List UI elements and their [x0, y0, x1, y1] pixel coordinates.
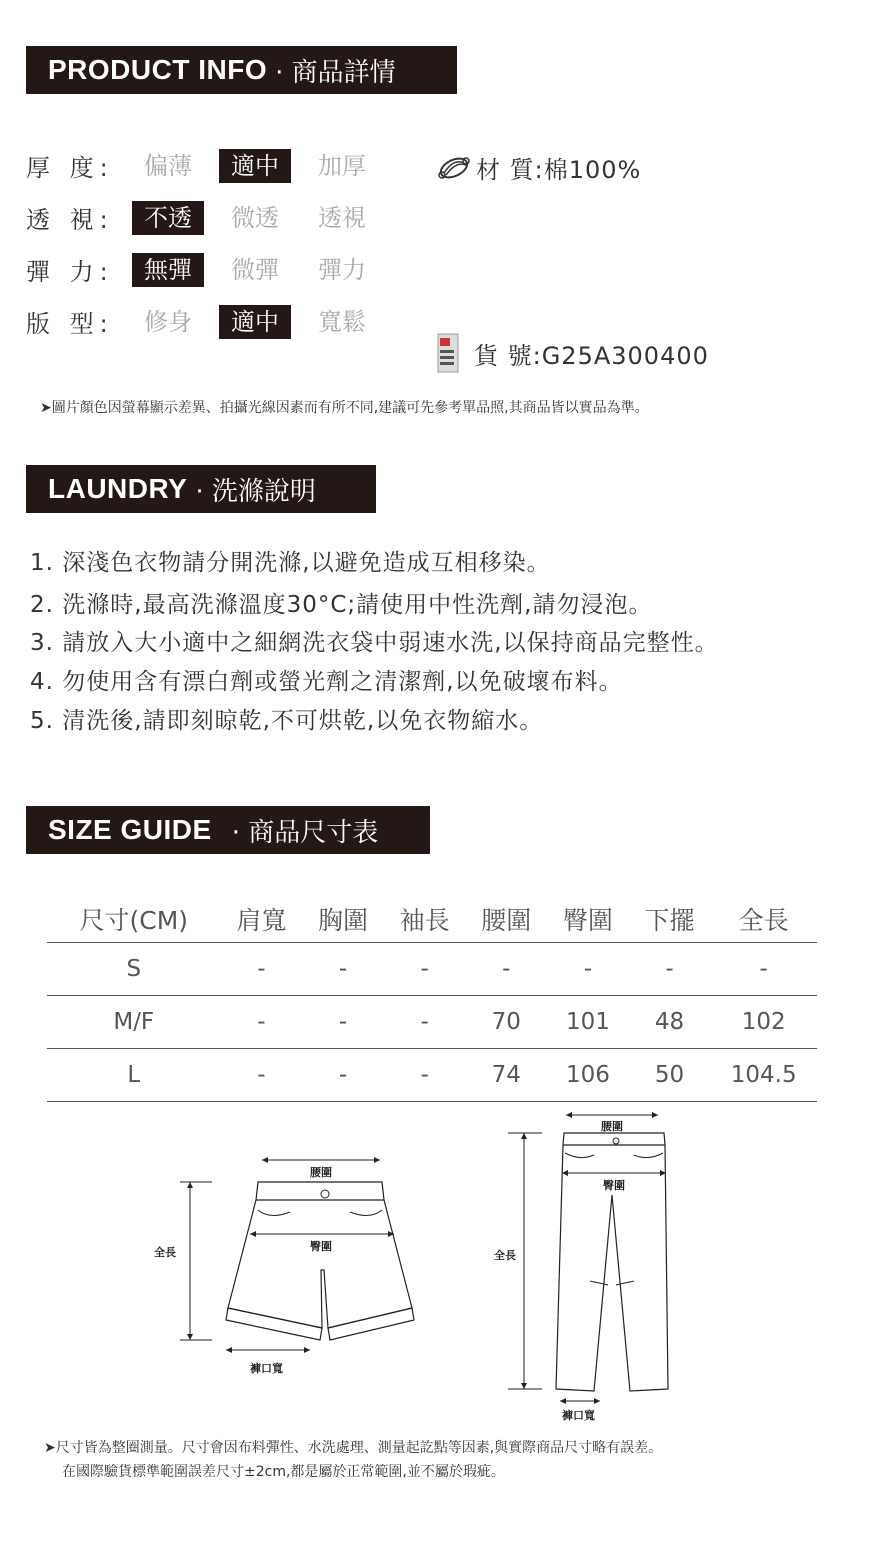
shorts-diagram — [150, 1150, 430, 1380]
attribute-label: 版 型: — [26, 310, 114, 338]
size-cell: 101 — [547, 996, 629, 1049]
attribute-option: 修身 — [144, 307, 192, 336]
attribute-option: 適中 — [219, 305, 291, 339]
laundry-item: 3. 請放入大小適中之細網洗衣袋中弱速水洗,以保持商品完整性。 — [30, 630, 719, 656]
size-guide-title-en: SIZE GUIDE — [48, 814, 212, 845]
size-cell: 48 — [629, 996, 711, 1049]
product-info-header — [26, 46, 457, 94]
attribute-label: 彈 力: — [26, 258, 114, 286]
size-cell: L — [47, 1049, 221, 1102]
size-cell: - — [629, 943, 711, 996]
size-guide-title-zh: · 商品尺寸表 — [231, 817, 379, 848]
size-cell: - — [384, 943, 466, 996]
laundry-item: 1. 深淺色衣物請分開洗滌,以避免造成互相移染。 — [30, 550, 551, 576]
waist-label: 腰圍 — [310, 1166, 332, 1179]
material-info — [436, 150, 641, 185]
size-table — [47, 896, 817, 1102]
attribute-option: 微透 — [231, 203, 279, 232]
size-cell: - — [302, 1049, 384, 1102]
size-cell: M/F — [47, 996, 221, 1049]
laundry-title-zh: · 洗滌說明 — [195, 476, 316, 507]
table-row — [47, 996, 817, 1049]
attribute-row — [26, 252, 378, 287]
attribute-option: 彈力 — [318, 255, 366, 284]
product-info-title-en: PRODUCT INFO — [48, 54, 268, 85]
size-cell: - — [221, 1049, 303, 1102]
attribute-row — [26, 304, 378, 339]
size-cell: 106 — [547, 1049, 629, 1102]
size-cell: - — [384, 996, 466, 1049]
hem-label: 褲口寬 — [562, 1409, 595, 1422]
size-cell: - — [710, 943, 817, 996]
hip-label: 臀圍 — [310, 1240, 332, 1253]
size-cell: 102 — [710, 996, 817, 1049]
laundry-item: 5. 清洗後,請即刻晾乾,不可烘乾,以免衣物縮水。 — [30, 708, 544, 734]
attribute-option: 微彈 — [231, 255, 279, 284]
tag-icon — [436, 332, 462, 374]
length-label: 全長 — [494, 1249, 516, 1262]
size-cell: - — [384, 1049, 466, 1102]
color-disclaimer: ➤圖片顏色因螢幕顯示差異、拍攝光線因素而有所不同,建議可先參考單品照,其商品皆以實品為準。 — [40, 400, 649, 416]
size-cell: - — [302, 943, 384, 996]
attribute-option: 不透 — [132, 201, 204, 235]
size-column-header: 臀圍 — [547, 896, 629, 943]
attribute-option: 透視 — [318, 203, 366, 232]
table-row — [47, 1049, 817, 1102]
size-cell: 70 — [465, 996, 547, 1049]
thread-spool-icon — [436, 153, 472, 183]
size-column-header: 下擺 — [629, 896, 711, 943]
laundry-title-en: LAUNDRY — [48, 473, 188, 504]
laundry-item: 4. 勿使用含有漂白劑或螢光劑之清潔劑,以免破壞布料。 — [30, 669, 623, 695]
item-number-text: 貨 號:G25A300400 — [474, 341, 709, 370]
attribute-option: 加厚 — [318, 151, 366, 180]
size-column-header: 尺寸(CM) — [47, 896, 221, 943]
size-guide-header — [26, 806, 430, 854]
size-column-header: 腰圍 — [465, 896, 547, 943]
attribute-row — [26, 200, 378, 235]
size-cell: 50 — [629, 1049, 711, 1102]
size-column-header: 胸圍 — [302, 896, 384, 943]
length-label: 全長 — [154, 1246, 176, 1259]
size-cell: - — [465, 943, 547, 996]
hip-label: 臀圍 — [603, 1179, 625, 1192]
attribute-label: 厚 度: — [26, 154, 114, 182]
product-info-title-zh: · 商品詳情 — [275, 57, 396, 88]
attribute-row — [26, 148, 378, 183]
size-column-header: 肩寬 — [221, 896, 303, 943]
size-column-header: 全長 — [710, 896, 817, 943]
pants-diagram — [490, 1105, 690, 1425]
size-cell: S — [47, 943, 221, 996]
attribute-option: 無彈 — [132, 253, 204, 287]
size-column-header: 袖長 — [384, 896, 466, 943]
laundry-item: 2. 洗滌時,最高洗滌溫度30°C;請使用中性洗劑,請勿浸泡。 — [30, 592, 653, 618]
size-cell: 104.5 — [710, 1049, 817, 1102]
attribute-option: 寬鬆 — [318, 307, 366, 336]
attribute-option: 偏薄 — [144, 151, 192, 180]
table-row — [47, 943, 817, 996]
size-cell: - — [221, 943, 303, 996]
size-cell: - — [302, 996, 384, 1049]
size-cell: 74 — [465, 1049, 547, 1102]
attribute-label: 透 視: — [26, 206, 114, 234]
size-disclaimer-line1: ➤尺寸皆為整圈測量。尺寸會因布料彈性、水洗處理、測量起訖點等因素,與實際商品尺寸略有誤差。 — [44, 1440, 663, 1456]
material-text: 材 質:棉100% — [476, 156, 642, 184]
hem-label: 褲口寬 — [250, 1362, 283, 1375]
item-number — [436, 332, 709, 374]
waist-label: 腰圍 — [601, 1120, 623, 1133]
size-cell: - — [547, 943, 629, 996]
laundry-header — [26, 465, 376, 513]
size-disclaimer-line2: 在國際驗貨標準範圍誤差尺寸±2cm,都是屬於正常範圍,並不屬於瑕疵。 — [62, 1464, 505, 1480]
size-table-header — [47, 896, 817, 943]
size-cell: - — [221, 996, 303, 1049]
attribute-option: 適中 — [219, 149, 291, 183]
